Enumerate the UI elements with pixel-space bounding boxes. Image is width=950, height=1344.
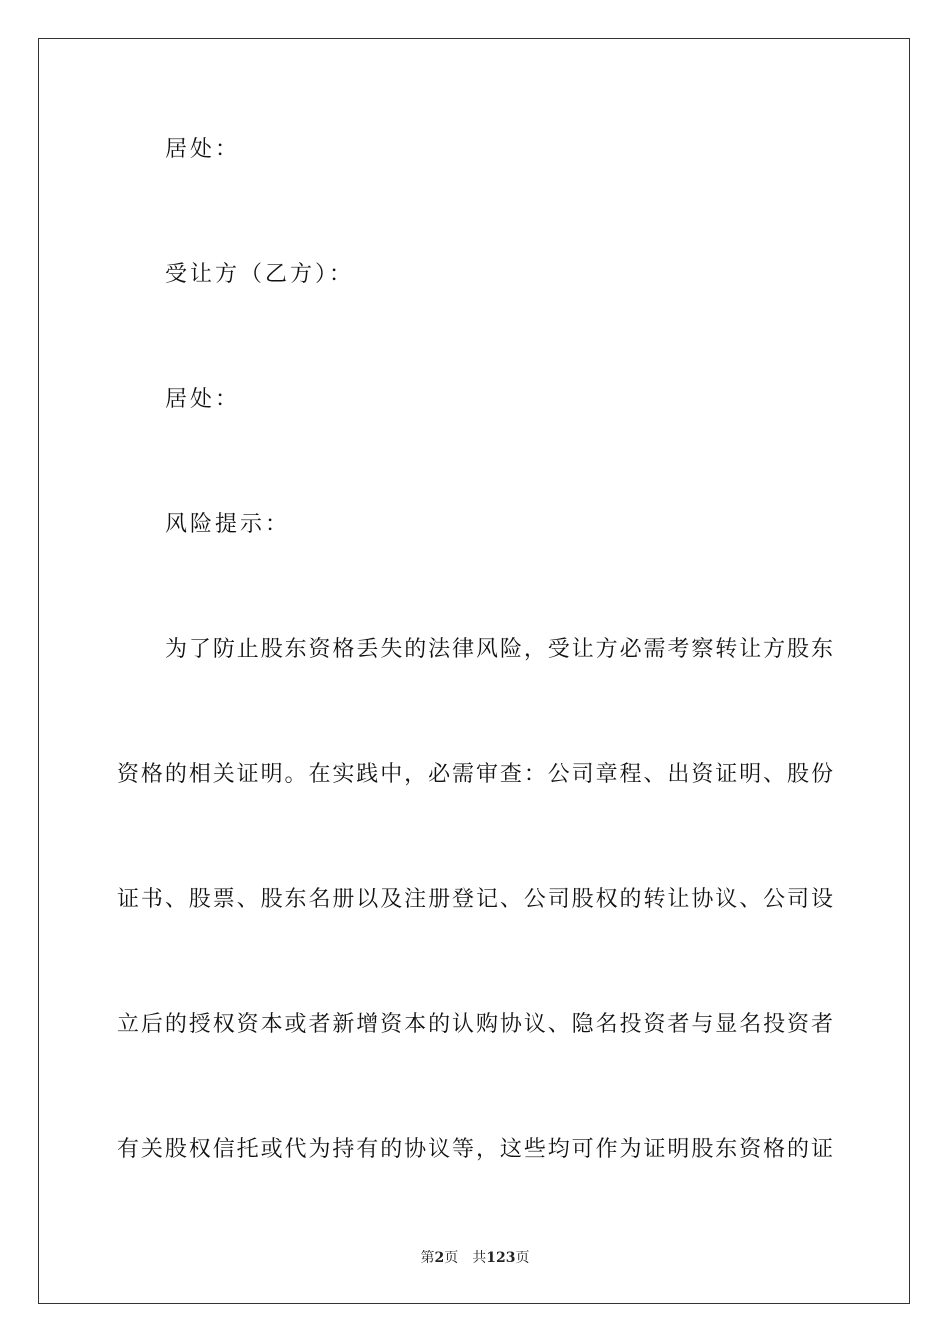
paragraph-line-4: 立后的授权资本或者新增资本的认购协议、隐名投资者与显名投资者 — [117, 1012, 833, 1037]
page-prefix: 第 — [420, 1250, 435, 1266]
total-prefix: 共 — [472, 1250, 487, 1266]
page-border — [38, 38, 910, 1304]
paragraph-line-5: 有关股权信托或代为持有的协议等，这些均可作为证明股东资格的证 — [117, 1137, 833, 1162]
paragraph-line-3: 证书、股票、股东名册以及注册登记、公司股权的转让协议、公司设 — [117, 887, 833, 912]
paragraph-line-1: 为了防止股东资格丢失的法律风险，受让方必需考察转让方股东 — [165, 637, 833, 662]
total-pages: 123 — [486, 1250, 516, 1266]
total-suffix: 页 — [515, 1250, 530, 1266]
page-number: 2 — [434, 1250, 445, 1266]
page-footer — [0, 1249, 950, 1267]
transferee-label: 受让方（乙方）： — [165, 262, 355, 287]
page-suffix: 页 — [444, 1250, 459, 1266]
address-label-party-a: 居处： — [165, 137, 241, 162]
address-label-party-b: 居处： — [165, 387, 241, 412]
risk-notice-heading: 风险提示： — [165, 512, 291, 537]
paragraph-line-2: 资格的相关证明。在实践中，必需审查：公司章程、出资证明、股份 — [117, 762, 833, 787]
